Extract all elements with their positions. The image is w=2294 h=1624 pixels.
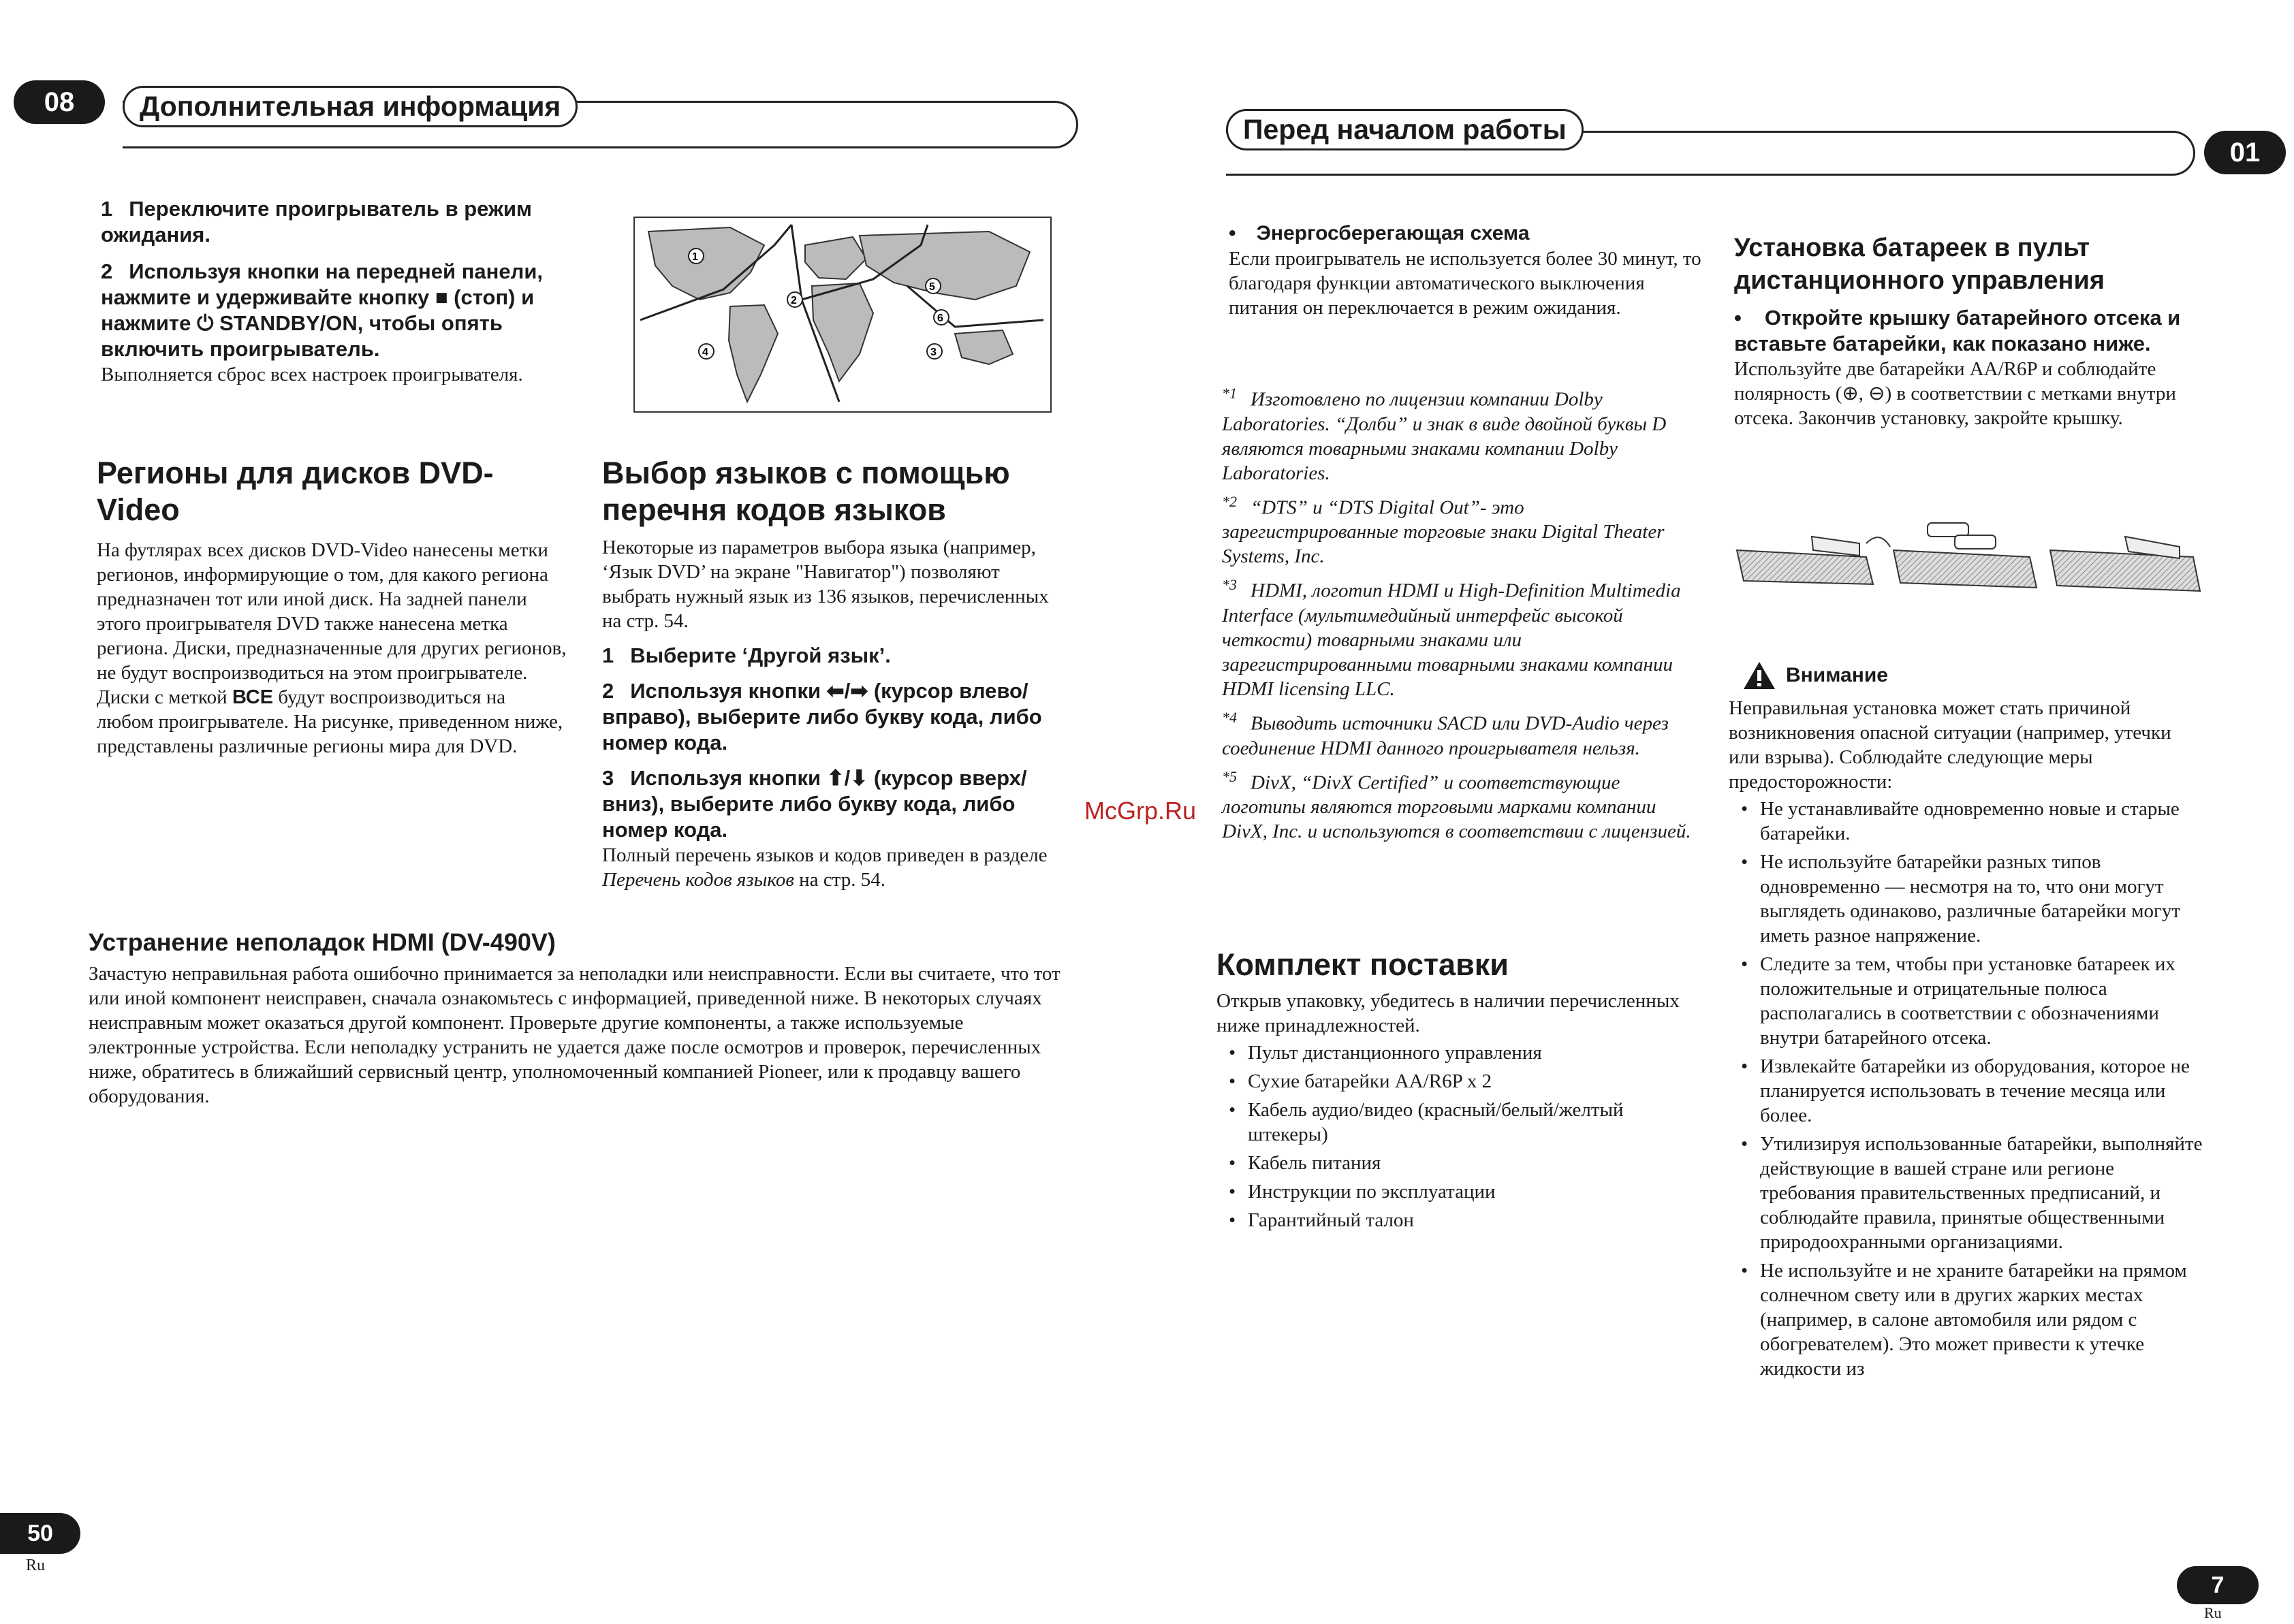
map-region-south-america [729,305,778,402]
language-step-1: 1 Выберите ‘Другой язык’. [602,643,891,667]
batteries-step: • Откройте крышку батарейного отсека и вставьте батарейки, как показано ниже. [1734,306,2181,355]
regions-section [97,455,567,759]
warning-icon [1742,660,1776,690]
header-title-left: Дополнительная информация [123,86,578,127]
list-item: • Сухие батарейки AA/R6P x 2 [1226,1069,1693,1094]
kit-intro: Открыв упаковку, убедитесь в наличии перечисленных ниже принадлежностей. [1216,990,1680,1036]
remote-step-2 [1894,550,2037,588]
remote-battery-illustration [1730,509,2207,625]
regions-text: На футлярах всех дисков DVD-Video нанесены метки регионов, информирующие о том, для какого региона предназначен тот или иной диск. На задней панели этого проигрывателя DVD также нанесена метка региона. Диски, предназначенные для других регионов, не будут воспроизводиться на этом проигрывателе. Диски с меткой ВСЕ будут воспроизводиться на любом проигрывателе. На рисунке, приведенном ниже, представлены различные регионы мира для DVD. [97,539,567,757]
page-number-right: 7 [2177,1566,2259,1604]
header-title-right: Перед началом работы [1226,109,1584,150]
chapter-badge-right: 01 [2204,131,2286,174]
watermark: McGrp.Ru [1084,797,1197,825]
map-region-north-america [648,227,764,300]
list-item: • Извлекайте батарейки из оборудования, которое не планируется использовать в течение месяца или более. [1738,1054,2205,1128]
reset-steps [101,196,571,387]
list-item: • Пульт дистанционного управления [1226,1040,1693,1065]
list-item: • Гарантийный талон [1226,1208,1693,1232]
footnote-2: $^{*2}$ “DTS” и “DTS Digital Out”- это зарегистрированные торговые знаки Digital Theater Systems, Inc. [1222,492,1665,568]
energy-title: • Энергосберегающая схема [1229,222,1530,244]
page-number-left: 50 [0,1513,80,1554]
caution-title: Внимание [1786,664,1888,686]
hdmi-text: Зачастую неправильная работа ошибочно принимается за неполадки или неисправности. Если вы считаете, что тот или иной компонент неисправен, сначала ознакомьтесь с информацией, приведенной ниже. В некоторых случаях неисправным может оказаться другой компонент. Проверьте другие компоненты, а также используемые электронные устройства. Если неполадку устранить не удается даже после осмотров и проверок, перечисленных ниже, обратитесь в ближайший сервисный центр, уполномоченный компанией Pioneer, или к продавцу вашего оборудования. [89,963,1060,1107]
map-label-6: 6 [937,313,943,324]
hdmi-section [89,927,1069,1109]
caution-list [1738,797,2205,1381]
language-title: Выбор языков с помощью перечня кодов языков [602,456,1010,527]
page-lang-right: Ru [2204,1604,2222,1621]
footnote-5: $^{*5}$ DivX, “DivX Certified” и соответствующие логотипы являются торговыми марками компании DivX, Inc. и используются в соответствии с лицензией. [1222,767,1691,843]
map-region-asia [860,232,1030,300]
reset-step-1: 1 Переключите проигрыватель в режим ожидания. [101,197,532,246]
footnotes [1222,381,1699,844]
hdmi-title: Устранение неполадок HDMI (DV-490V) [89,928,556,956]
world-map-illustration [635,218,1050,411]
arrow-icon [1866,537,1890,547]
kit-title: Комплект поставки [1216,947,1509,982]
list-item: • Утилизируя использованные батарейки, выполняйте действующие в вашей стране или регионе требования правительственных предписаний, и соблюдайте правила, принятые общественными природоохранными организациями. [1738,1132,2205,1254]
caution-text: Неправильная установка может стать причиной возникновения опасной ситуации (например, утечки или взрыва). Соблюдайте следующие меры предосторожности: [1729,697,2171,793]
footnote-1: $^{*1}$ Изготовлено по лицензии компании Dolby Laboratories. “Долби” и знак в виде двойной буквы D являются товарными знаками компании Dolby Laboratories. [1222,385,1667,484]
map-region-europe [805,237,866,279]
kit-section [1216,946,1693,1237]
map-label-2a: 2 [791,295,797,306]
batteries-title: Установка батареек в пульт дистанционного управления [1734,234,2105,295]
map-region-oceania [955,330,1013,364]
list-item: • Не используйте батарейки разных типов одновременно — несмотря на то, что они могут выглядеть одинаково, различные батарейки могут иметь разное напряжение. [1738,850,2205,948]
footnote-4: $^{*4}$ Выводить источники SACD или DVD-Audio через соединение HDMI данного проигрывателя нельзя. [1222,708,1669,759]
page-lang-left: Ru [26,1557,46,1574]
batteries-text: Используйте две батарейки AA/R6P и соблюдайте полярность (⊕, ⊖) в соответствии с метками внутри отсека. Закончив установку, закройте крышку. [1734,358,2176,429]
map-label-4a: 4 [702,347,708,358]
language-step-3: 3 Используя кнопки ⬆/⬇ (курсор вверх/вниз), выберите либо букву кода, либо номер кода. [602,766,1027,842]
language-intro: Некоторые из параметров выбора языка (например, ‘Язык DVD’ на экране "Навигатор") позволяют выбрать нужный язык из 136 языков, перечисленных на стр. 54. [602,537,1049,632]
reset-step-2: 2 Используя кнопки на передней панели, нажмите и удерживайте кнопку ■ (стоп) и нажмите ⏻ STANDBY/ON, чтобы опять включить проигрыватель. [101,259,543,361]
dvd-region-map [633,217,1052,413]
kit-list [1226,1040,1693,1232]
list-item: • Не устанавливайте одновременно новые и старые батарейки. [1738,797,2205,846]
language-note: Полный перечень языков и кодов приведен в разделе Перечень кодов языков на стр. 54. [602,844,1048,891]
regions-title: Регионы для дисков DVD-Video [97,456,494,527]
map-region-africa [812,283,873,381]
list-item: • Следите за тем, чтобы при установке батареек их положительные и отрицательные полюса располагались в соответствии с обозначениями внутри батарейного отсека. [1738,952,2205,1050]
list-item: • Кабель аудио/видео (красный/белый/желтый штекеры) [1226,1098,1693,1147]
remote-control-illustration [1730,509,2207,625]
remote-cover-1 [1812,537,1859,556]
battery-2 [1955,535,1996,549]
caution-heading [1742,660,2205,690]
footnote-3: $^{*3}$ HDMI, логотип HDMI и High-Definition Multimedia Interface (мультимедийный интерфейс высокой четкости) товарными знаками или зарегистрированными товарными знаками компании HDMI licensing LLC. [1222,576,1681,700]
map-label-5a: 5 [929,281,935,293]
map-label-3: 3 [930,347,937,358]
energy-text: Если проигрыватель не используется более 30 минут, то благодаря функции автоматического выключения питания он переключается в режим ожидания. [1229,248,1701,319]
language-section [602,455,1072,892]
map-label-1a: 1 [692,251,698,263]
language-step-2: 2 Используя кнопки ⬅/➡ (курсор влево/вправо), выберите либо букву кода, либо номер кода. [602,679,1042,754]
list-item: • Инструкции по эксплуатации [1226,1179,1693,1204]
reset-note: Выполняется сброс всех настроек проигрывателя. [101,364,523,385]
list-item: • Не используйте и не храните батарейки на прямом солнечном свету или в других жарких местах (например, в салоне автомобиля или рядом с обогревателем). Это может привести к утечке жидкости из [1738,1258,2205,1381]
caution-section [1729,660,2205,1385]
energy-section [1229,221,1706,320]
batteries-section [1734,232,2204,430]
chapter-badge-left: 08 [14,80,105,124]
list-item: • Кабель питания [1226,1151,1693,1175]
